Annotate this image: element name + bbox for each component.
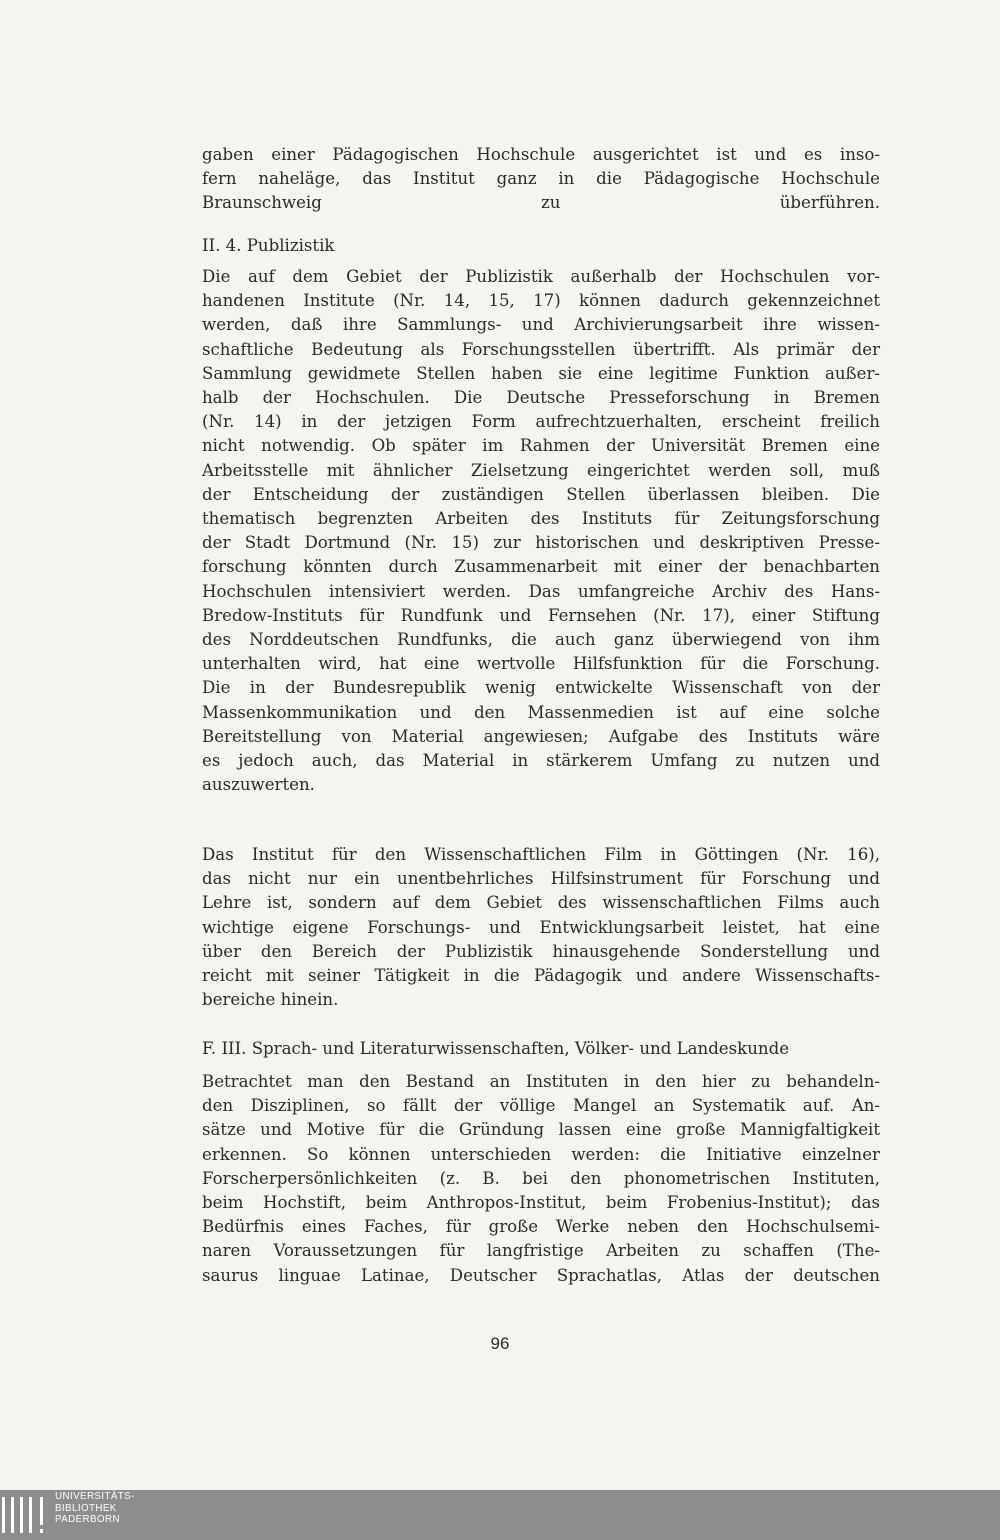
text-line: Die auf dem Gebiet der Publizistik außerhalb der Hochschulen vor- [202, 267, 880, 286]
text-line: unterhalten wird, hat eine wertvolle Hilfsfunktion für die Forschung. [202, 654, 880, 674]
text-line: der Stadt Dortmund (Nr. 15) zur historischen und deskriptiven Presse- [202, 533, 880, 553]
section-heading-publizistik: II. 4. Publizistik [202, 236, 335, 255]
paragraph-2 [202, 265, 880, 797]
text-line: halb der Hochschulen. Die Deutsche Presseforschung in Bremen [202, 388, 880, 408]
text-line: sätze und Motive für die Gründung lassen eine große Mannigfaltigkeit [202, 1120, 880, 1140]
logo-line-3: PADERBORN [55, 1514, 120, 1526]
text-line: Sammlung gewidmete Stellen haben sie eine legitime Funktion außer- [202, 363, 880, 383]
text-line: forschung könnten durch Zusammenarbeit mit einer der benachbarten [202, 557, 880, 577]
text-line: Massenkommunikation und den Massenmedien ist auf eine solche [202, 702, 880, 722]
text-line: handenen Institute (Nr. 14, 15, 17) können dadurch gekennzeichnet [202, 291, 880, 311]
library-footer-bar [0, 1490, 1000, 1540]
paragraph-4 [202, 1070, 880, 1288]
text-line: bereiche hinein. [202, 990, 339, 1010]
paragraph-1 [202, 143, 880, 216]
paragraph-3 [202, 843, 880, 1012]
text-line: des Norddeutschen Rundfunks, die auch ganz überwiegend von ihm [202, 630, 880, 650]
text-line: beim Hochstift, beim Anthropos-Institut, beim Frobenius-Institut); das [202, 1193, 880, 1213]
text-line: auszuwerten. [202, 775, 315, 795]
text-line: es jedoch auch, das Material in stärkerem Umfang zu nutzen und [202, 751, 880, 771]
text-line: werden, daß ihre Sammlungs- und Archivierungsarbeit ihre wissen- [202, 315, 880, 335]
text-line: den Disziplinen, so fällt der völlige Mangel an Systematik auf. An- [202, 1096, 880, 1116]
text-line: wichtige eigene Forschungs- und Entwicklungsarbeit leistet, hat eine [202, 917, 880, 937]
section-heading-sprachwissenschaften: F. III. Sprach- und Literaturwissenschaften, Völker- und Landeskunde [202, 1039, 790, 1058]
library-logo-icon [2, 1490, 50, 1540]
text-line: Betrachtet man den Bestand an Instituten in den hier zu behandeln- [202, 1072, 880, 1091]
text-line: Hochschulen intensiviert werden. Das umfangreiche Archiv des Hans- [202, 581, 880, 601]
text-line: Bereitstellung von Material angewiesen; Aufgabe des Instituts wäre [202, 726, 880, 746]
text-line: schaftliche Bedeutung als Forschungsstellen übertrifft. Als primär der [202, 339, 880, 359]
logo-line-2: BIBLIOTHEK [55, 1502, 117, 1514]
text-line: Bedürfnis eines Faches, für große Werke neben den Hochschulsemi- [202, 1217, 880, 1237]
text-line: Braunschweig zu überführen. [202, 193, 880, 213]
text-line: der Entscheidung der zuständigen Stellen überlassen bleiben. Die [202, 484, 880, 504]
text-line: fern naheläge, das Institut ganz in die Pädagogische Hochschule [202, 169, 880, 189]
text-line: saurus linguae Latinae, Deutscher Sprachatlas, Atlas der deutschen [202, 1265, 880, 1285]
text-line: naren Voraussetzungen für langfristige Arbeiten zu schaffen (The- [202, 1241, 880, 1261]
text-line: Forscherpersönlichkeiten (z. B. bei den phonometrischen Instituten, [202, 1168, 880, 1188]
page-number: 96 [490, 1334, 510, 1353]
logo-line-1: UNIVERSITÄTS- [55, 1491, 135, 1502]
text-line: nicht notwendig. Ob später im Rahmen der Universität Bremen eine [202, 436, 880, 456]
text-line: Bredow-Instituts für Rundfunk und Fernsehen (Nr. 17), einer Stiftung [202, 605, 880, 625]
text-line: thematisch begrenzten Arbeiten des Instituts für Zeitungsforschung [202, 509, 880, 529]
text-line: Arbeitsstelle mit ähnlicher Zielsetzung eingerichtet werden soll, muß [202, 460, 880, 480]
library-logo-text [55, 1491, 135, 1526]
text-line: Das Institut für den Wissenschaftlichen Film in Göttingen (Nr. 16), [202, 845, 880, 864]
text-line: reicht mit seiner Tätigkeit in die Pädagogik und andere Wissenschafts- [202, 966, 880, 986]
text-line: erkennen. So können unterschieden werden: die Initiative einzelner [202, 1144, 880, 1164]
text-line: das nicht nur ein unentbehrliches Hilfsinstrument für Forschung und [202, 869, 880, 889]
text-line: Die in der Bundesrepublik wenig entwickelte Wissenschaft von der [202, 678, 880, 698]
text-line: gaben einer Pädagogischen Hochschule ausgerichtet ist und es inso- [202, 145, 880, 164]
text-line: über den Bereich der Publizistik hinausgehende Sonderstellung und [202, 941, 880, 961]
text-line: (Nr. 14) in der jetzigen Form aufrechtzuerhalten, erscheint freilich [202, 412, 880, 432]
text-line: Lehre ist, sondern auf dem Gebiet des wissenschaftlichen Films auch [202, 893, 880, 913]
